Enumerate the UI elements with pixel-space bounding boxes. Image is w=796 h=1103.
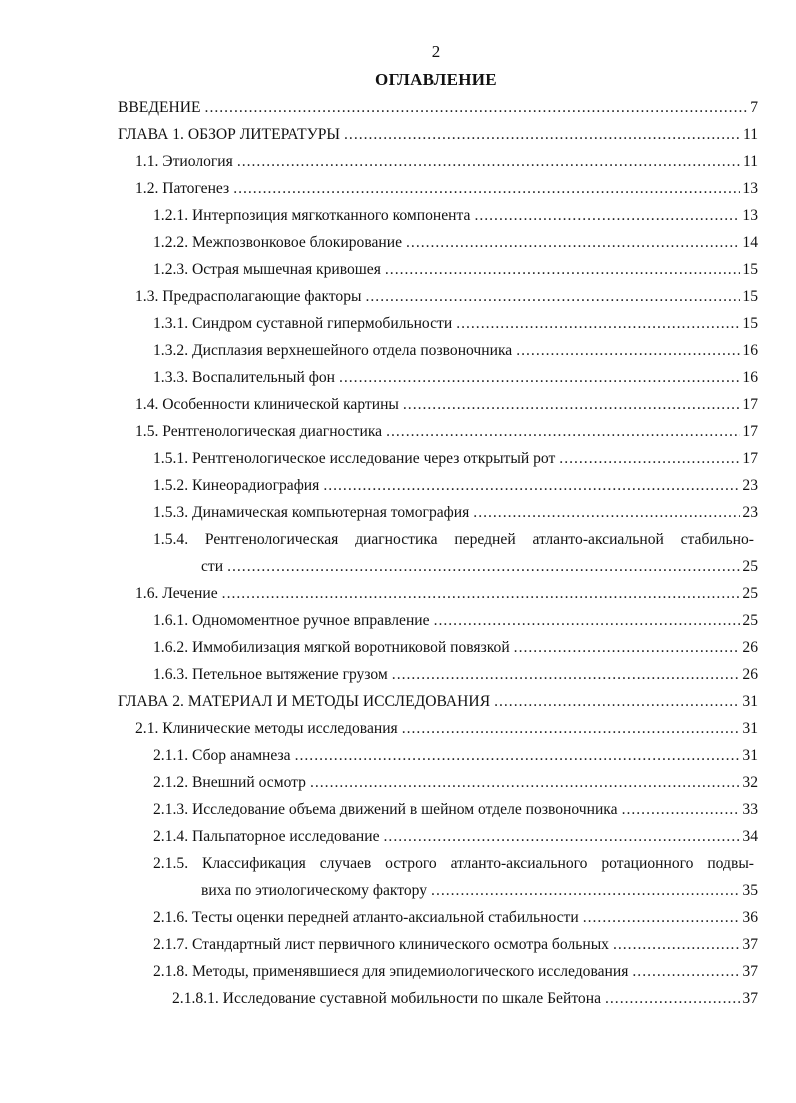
leader-dots (392, 662, 741, 688)
toc-entry-label: 1.3.2. Дисплазия верхнешейного отдела позвоночника (153, 342, 513, 359)
toc-entry[interactable] (135, 149, 758, 175)
leader-dots (402, 716, 741, 742)
leader-dots (384, 824, 741, 850)
toc-entry[interactable] (153, 932, 758, 958)
toc-entry-continuation[interactable] (201, 878, 758, 904)
toc-entry[interactable] (118, 689, 758, 715)
toc-entry-label: 2.1. Клинические методы исследования (135, 720, 398, 737)
toc-entry-page: 31 (742, 693, 758, 710)
toc-entry-page: 35 (742, 882, 758, 899)
toc-entry-page: 25 (742, 612, 758, 629)
toc-entry-label: 1.6. Лечение (135, 585, 218, 602)
leader-dots (559, 446, 740, 472)
toc-entry[interactable] (153, 338, 758, 364)
toc-entry-page: 36 (742, 909, 758, 926)
toc-entry-label: 1.5.1. Рентгенологическое исследование через открытый рот (153, 450, 556, 467)
toc-entry-page: 15 (742, 315, 758, 332)
toc-entry[interactable] (153, 797, 758, 823)
leader-dots (583, 905, 741, 931)
toc-entry-label: ГЛАВА 1. ОБЗОР ЛИТЕРАТУРЫ (118, 126, 341, 143)
toc-entry-label: 1.3.3. Воспалительный фон (153, 369, 335, 386)
toc-entry[interactable] (135, 581, 758, 607)
toc-entry[interactable] (118, 95, 758, 121)
toc-entry-label: 2.1.8.1. Исследование суставной мобильности по шкале Бейтона (172, 990, 601, 1007)
toc-entry-label: 1.1. Этиология (135, 153, 233, 170)
toc-entry-label: 1.2.1. Интерпозиция мягкотканного компонента (153, 207, 471, 224)
toc-entry-page: 16 (742, 342, 758, 359)
leader-dots (494, 689, 740, 715)
toc-entry-page: 16 (742, 369, 758, 386)
toc-entry-label: 1.5.2. Кинеорадиография (153, 477, 320, 494)
toc-entry[interactable] (153, 824, 758, 850)
toc-entry-page: 25 (742, 585, 758, 602)
toc-entry-label: ГЛАВА 2. МАТЕРИАЛ И МЕТОДЫ ИССЛЕДОВАНИЯ (118, 693, 491, 710)
toc-entry-label: 2.1.7. Стандартный лист первичного клинического осмотра больных (153, 936, 609, 953)
toc-entry-label: ВВЕДЕНИЕ (118, 99, 201, 116)
toc-entry-label: 1.3. Предрасполагающие факторы (135, 288, 362, 305)
toc-entry[interactable] (153, 446, 758, 472)
leader-dots (310, 770, 740, 796)
toc-entry[interactable] (153, 311, 758, 337)
toc-entry-page: 31 (742, 747, 758, 764)
toc-entry-label: 1.6.1. Одномоментное ручное вправление (153, 612, 430, 629)
toc-entry-page: 31 (742, 720, 758, 737)
toc-entry-page: 33 (742, 801, 758, 818)
leader-dots (406, 230, 740, 256)
page-number: 2 (431, 42, 441, 61)
toc-entry-label: 1.2.2. Межпозвонковое блокирование (153, 234, 403, 251)
toc-entry-label: 2.1.3. Исследование объема движений в шейном отделе позвоночника (153, 801, 618, 818)
toc-entry[interactable] (135, 419, 758, 445)
toc-entry-label: 1.6.3. Петельное вытяжение грузом (153, 666, 388, 683)
toc-entry-page: 17 (742, 396, 758, 413)
toc-entry[interactable] (153, 257, 758, 283)
toc-entry-page: 17 (742, 450, 758, 467)
leader-dots (473, 500, 740, 526)
toc-entry-label: 2.1.5. Классификация случаев острого атланто-аксиального ротационного подвы- (153, 855, 754, 872)
toc-entry-page: 17 (742, 423, 758, 440)
toc-entry-page: 14 (742, 234, 758, 251)
toc-entry[interactable] (172, 986, 758, 1012)
toc-entry-page: 11 (742, 126, 758, 143)
toc-entry[interactable] (153, 203, 758, 229)
leader-dots (456, 311, 740, 337)
toc-entry[interactable] (153, 608, 758, 634)
leader-dots (403, 392, 741, 418)
toc-entry[interactable] (153, 662, 758, 688)
toc-entry-label: виха по этиологическому фактору (201, 882, 428, 899)
toc-entry[interactable] (135, 392, 758, 418)
toc-entry-page: 26 (742, 666, 758, 683)
leader-dots (233, 176, 740, 202)
leader-dots (613, 932, 740, 958)
toc-entry[interactable] (153, 959, 758, 985)
leader-dots (431, 878, 740, 904)
leader-dots (434, 608, 741, 634)
leader-dots (344, 122, 741, 148)
leader-dots (474, 203, 740, 229)
toc-entry[interactable] (153, 770, 758, 796)
leader-dots (622, 797, 741, 823)
toc-entry[interactable] (153, 851, 758, 877)
toc-entry-page: 37 (742, 990, 758, 1007)
leader-dots (366, 284, 741, 310)
toc-entry-label: 1.4. Особенности клинической картины (135, 396, 399, 413)
toc-entry-page: 37 (742, 936, 758, 953)
leader-dots (339, 365, 740, 391)
leader-dots (237, 149, 741, 175)
leader-dots (632, 959, 740, 985)
leader-dots (222, 581, 741, 607)
toc-entry-label: 1.5. Рентгенологическая диагностика (135, 423, 383, 440)
toc-entry[interactable] (153, 905, 758, 931)
toc-entry-page: 34 (742, 828, 758, 845)
toc-entry-page: 23 (742, 504, 758, 521)
toc-entry-label: 2.1.1. Сбор анамнеза (153, 747, 291, 764)
toc-entry-page: 25 (742, 558, 758, 575)
toc-entry-label: 1.3.1. Синдром суставной гипермобильности (153, 315, 453, 332)
toc-entry[interactable] (135, 176, 758, 202)
leader-dots (516, 338, 740, 364)
toc-entry-page: 15 (742, 261, 758, 278)
toc-entry-page: 11 (742, 153, 758, 170)
toc-entry-page: 15 (742, 288, 758, 305)
toc-entry-label: 2.1.4. Пальпаторное исследование (153, 828, 380, 845)
toc-entry-page: 37 (742, 963, 758, 980)
toc-entry-label: сти (201, 558, 224, 575)
toc-entry-label: 2.1.6. Тесты оценки передней атланто-аксиальной стабильности (153, 909, 579, 926)
leader-dots (386, 419, 740, 445)
toc-entry-page: 7 (750, 99, 758, 116)
toc-entry-label: 2.1.2. Внешний осмотр (153, 774, 306, 791)
toc-entry-continuation[interactable] (201, 554, 758, 580)
toc-entry[interactable] (135, 716, 758, 742)
leader-dots (385, 257, 741, 283)
toc-entry-page: 32 (742, 774, 758, 791)
toc-entry[interactable] (153, 473, 758, 499)
toc-entry-label: 1.5.3. Динамическая компьютерная томография (153, 504, 470, 521)
toc-entry[interactable] (153, 500, 758, 526)
toc-entry-page: 26 (742, 639, 758, 656)
leader-dots (227, 554, 740, 580)
toc-entry[interactable] (153, 635, 758, 661)
toc-entry-page: 13 (742, 180, 758, 197)
leader-dots (514, 635, 741, 661)
toc-entry[interactable] (153, 743, 758, 769)
toc-entry-label: 1.5.4. Рентгенологическая диагностика передней атланто-аксиальной стабильно- (153, 531, 754, 548)
toc-entry-label: 1.2.3. Острая мышечная кривошея (153, 261, 381, 278)
toc-entry[interactable] (153, 527, 758, 553)
leader-dots (323, 473, 740, 499)
toc-entry[interactable] (118, 122, 758, 148)
toc-entry-page: 23 (742, 477, 758, 494)
toc-entry-page: 13 (742, 207, 758, 224)
toc-entry[interactable] (135, 284, 758, 310)
leader-dots (205, 95, 749, 121)
leader-dots (295, 743, 741, 769)
toc-entry-label: 2.1.8. Методы, применявшиеся для эпидемиологического исследования (153, 963, 629, 980)
toc-entry-label: 1.2. Патогенез (135, 180, 230, 197)
toc-entry-label: 1.6.2. Иммобилизация мягкой воротниковой повязкой (153, 639, 510, 656)
toc-entry[interactable] (153, 230, 758, 256)
toc-entry[interactable] (153, 365, 758, 391)
leader-dots (605, 986, 740, 1012)
toc-title: ОГЛАВЛЕНИЕ (375, 70, 497, 89)
